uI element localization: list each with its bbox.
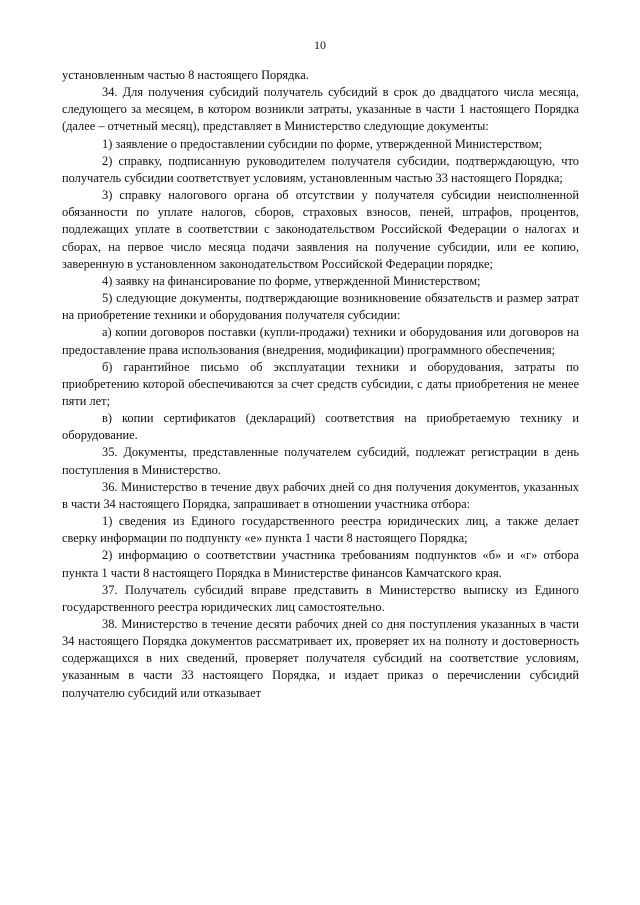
paragraph-34-item-5v: в) копии сертификатов (деклараций) соответствия на приобретаемую технику и оборудование. bbox=[62, 411, 579, 443]
paragraph-34-item-1: 1) заявление о предоставлении субсидии по форме, утвержденной Министерством; bbox=[102, 136, 543, 151]
document-body bbox=[62, 67, 579, 702]
paragraph-continuation: установленным частью 8 настоящего Порядка. bbox=[62, 68, 309, 82]
paragraph-36-item-2: 2) информацию о соответствии участника требованиям подпунктов «б» и «г» отбора пункта 1 части 8 настоящего Порядка в Министерстве финансов Камчатского края. bbox=[62, 548, 579, 580]
paragraph-34-item-5b: б) гарантийное письмо об эксплуатации техники и оборудования, затраты по приобретению которой обеспечиваются за счет средств субсидии, с даты приобретения не менее пяти лет; bbox=[62, 359, 579, 408]
paragraph-38: 38. Министерство в течение десяти рабочих дней со дня поступления указанных в части 34 настоящего Порядка документов рассматривает их, проверяет их на полноту и достоверность содержащихся в них сведений, проверяет получателя субсидий на соответствие условиям, указанным в части 33 настоящего Порядка, и издает приказ о перечислении субсидий получателю субсидий или отказывает bbox=[62, 617, 579, 700]
paragraph-35: 35. Документы, представленные получателем субсидий, подлежат регистрации в день поступления в Министерство. bbox=[62, 445, 579, 477]
paragraph-36: 36. Министерство в течение двух рабочих дней со дня получения документов, указанных в части 34 настоящего Порядка, запрашивает в отношении участника отбора: bbox=[62, 479, 579, 511]
paragraph-37: 37. Получатель субсидий вправе представить в Министерство выписку из Единого государственного реестра юридических лиц самостоятельно. bbox=[62, 582, 579, 614]
paragraph-34-item-2: 2) справку, подписанную руководителем получателя субсидии, подтверждающую, что получатель субсидии соответствует условиям, установленным частью 33 настоящего Порядка; bbox=[62, 153, 579, 185]
paragraph-34-item-5: 5) следующие документы, подтверждающие возникновение обязательств и размер затрат на приобретение техники и оборудования получателя субсидии: bbox=[62, 291, 579, 323]
paragraph-34-item-4: 4) заявку на финансирование по форме, утвержденной Министерством; bbox=[102, 273, 481, 288]
paragraph-34-item-3: 3) справку налогового органа об отсутствии у получателя субсидии неисполненной обязанности по уплате налогов, сборов, страховых взносов, пеней, штрафов, процентов, подлежащих уплате в соответствии с законодательством Российской Федерации о налогах и сборах, на первое число месяца подачи заявления на получение субсидии, или ее копию, заверенную в установленном законодательством Российской Федерации порядке; bbox=[62, 188, 579, 271]
paragraph-34-item-5a: а) копии договоров поставки (купли-продажи) техники и оборудования или договоров на предоставление права использования (внедрения, модификации) программного обеспечения; bbox=[62, 325, 579, 357]
paragraph-34: 34. Для получения субсидий получатель субсидий в срок до двадцатого числа месяца, следующего за месяцем, в котором возникли затраты, указанные в части 1 настоящего Порядка (далее – отчетный месяц), представляет в Министерство следующие документы: bbox=[62, 85, 579, 134]
paragraph-36-item-1: 1) сведения из Единого государственного реестра юридических лиц, а также делает сверку информации по подпункту «е» пункта 1 части 8 настоящего Порядка; bbox=[62, 514, 579, 546]
page-number: 10 bbox=[314, 38, 326, 52]
